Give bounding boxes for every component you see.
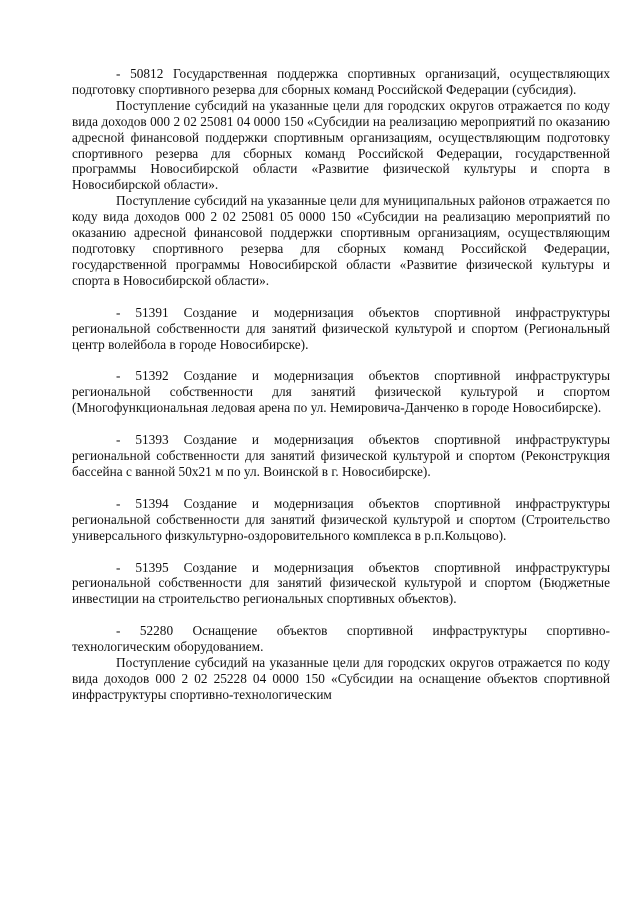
paragraph-51391: - 51391 Создание и модернизация объектов спортивной инфраструктуры региональной собственности для занятий физической культурой и спортом (Региональный центр волейбола в городе Новосибирске). [72,304,610,352]
paragraph-51393: - 51393 Создание и модернизация объектов спортивной инфраструктуры региональной собственности для занятий физической культурой и спортом (Реконструкция бассейна с ванной 50х21 м по ул. Воинской в г. Новосибирске). [72,432,610,479]
document-page [72,66,610,703]
paragraph-spacer [72,607,610,623]
paragraph-51392: - 51392 Создание и модернизация объектов спортивной инфраструктуры региональной собственности для занятий физической культурой и спортом (Многофункциональная ледовая арена по ул. Немировича-Данченко в городе Новосибирске). [72,368,610,416]
paragraph-51395: - 51395 Создание и модернизация объектов спортивной инфраструктуры региональной собственности для занятий физической культурой и спортом (Бюджетные инвестиции на строительство региональных спортивных объектов). [72,559,610,607]
paragraph-51394: - 51394 Создание и модернизация объектов спортивной инфраструктуры региональной собственности для занятий физической культурой и спортом (Строительство универсального физкультурно-оздоровительного комплекса в р.п.Кольцово). [72,495,610,543]
paragraph-spacer [72,544,610,560]
paragraph-spacer [72,352,610,368]
paragraph-50812: - 50812 Государственная поддержка спортивных организаций, осуществляющих подготовку спортивного резерва для сборных команд Российской Федерации (субсидия). [72,66,610,97]
paragraph-spacer [72,416,610,432]
paragraph-50812-urban-districts: Поступление субсидий на указанные цели для городских округов отражается по коду вида доходов 000 2 02 25081 04 0000 150 «Субсидии на реализацию мероприятий по оказанию адресной финансовой поддержки спортивным организациям, осуществляющим подготовку спортивного резерва для сборных команд Российской Федерации, государственной программы Новосибирской области «Развитие физической культуры и спорта в Новосибирской области». [72,97,610,193]
paragraph-52280-urban-districts: Поступление субсидий на указанные цели для городских округов отражается по коду вида доходов 000 2 02 25228 04 0000 150 «Субсидии на оснащение объектов спортивной инфраструктуры спортивно-технологическим [72,655,610,702]
paragraph-spacer [72,289,610,305]
paragraph-50812-municipal-districts: Поступление субсидий на указанные цели для муниципальных районов отражается по коду вида доходов 000 2 02 25081 05 0000 150 «Субсидии на реализацию мероприятий по оказанию адресной финансовой поддержки спортивным организациям, осуществляющим подготовку спортивного резерва для сборных команд Российской Федерации, государственной программы Новосибирской области «Развитие физической культуры и спорта в Новосибирской области». [72,193,610,288]
paragraph-spacer [72,480,610,496]
paragraph-52280: - 52280 Оснащение объектов спортивной инфраструктуры спортивно-технологическим оборудованием. [72,623,610,655]
